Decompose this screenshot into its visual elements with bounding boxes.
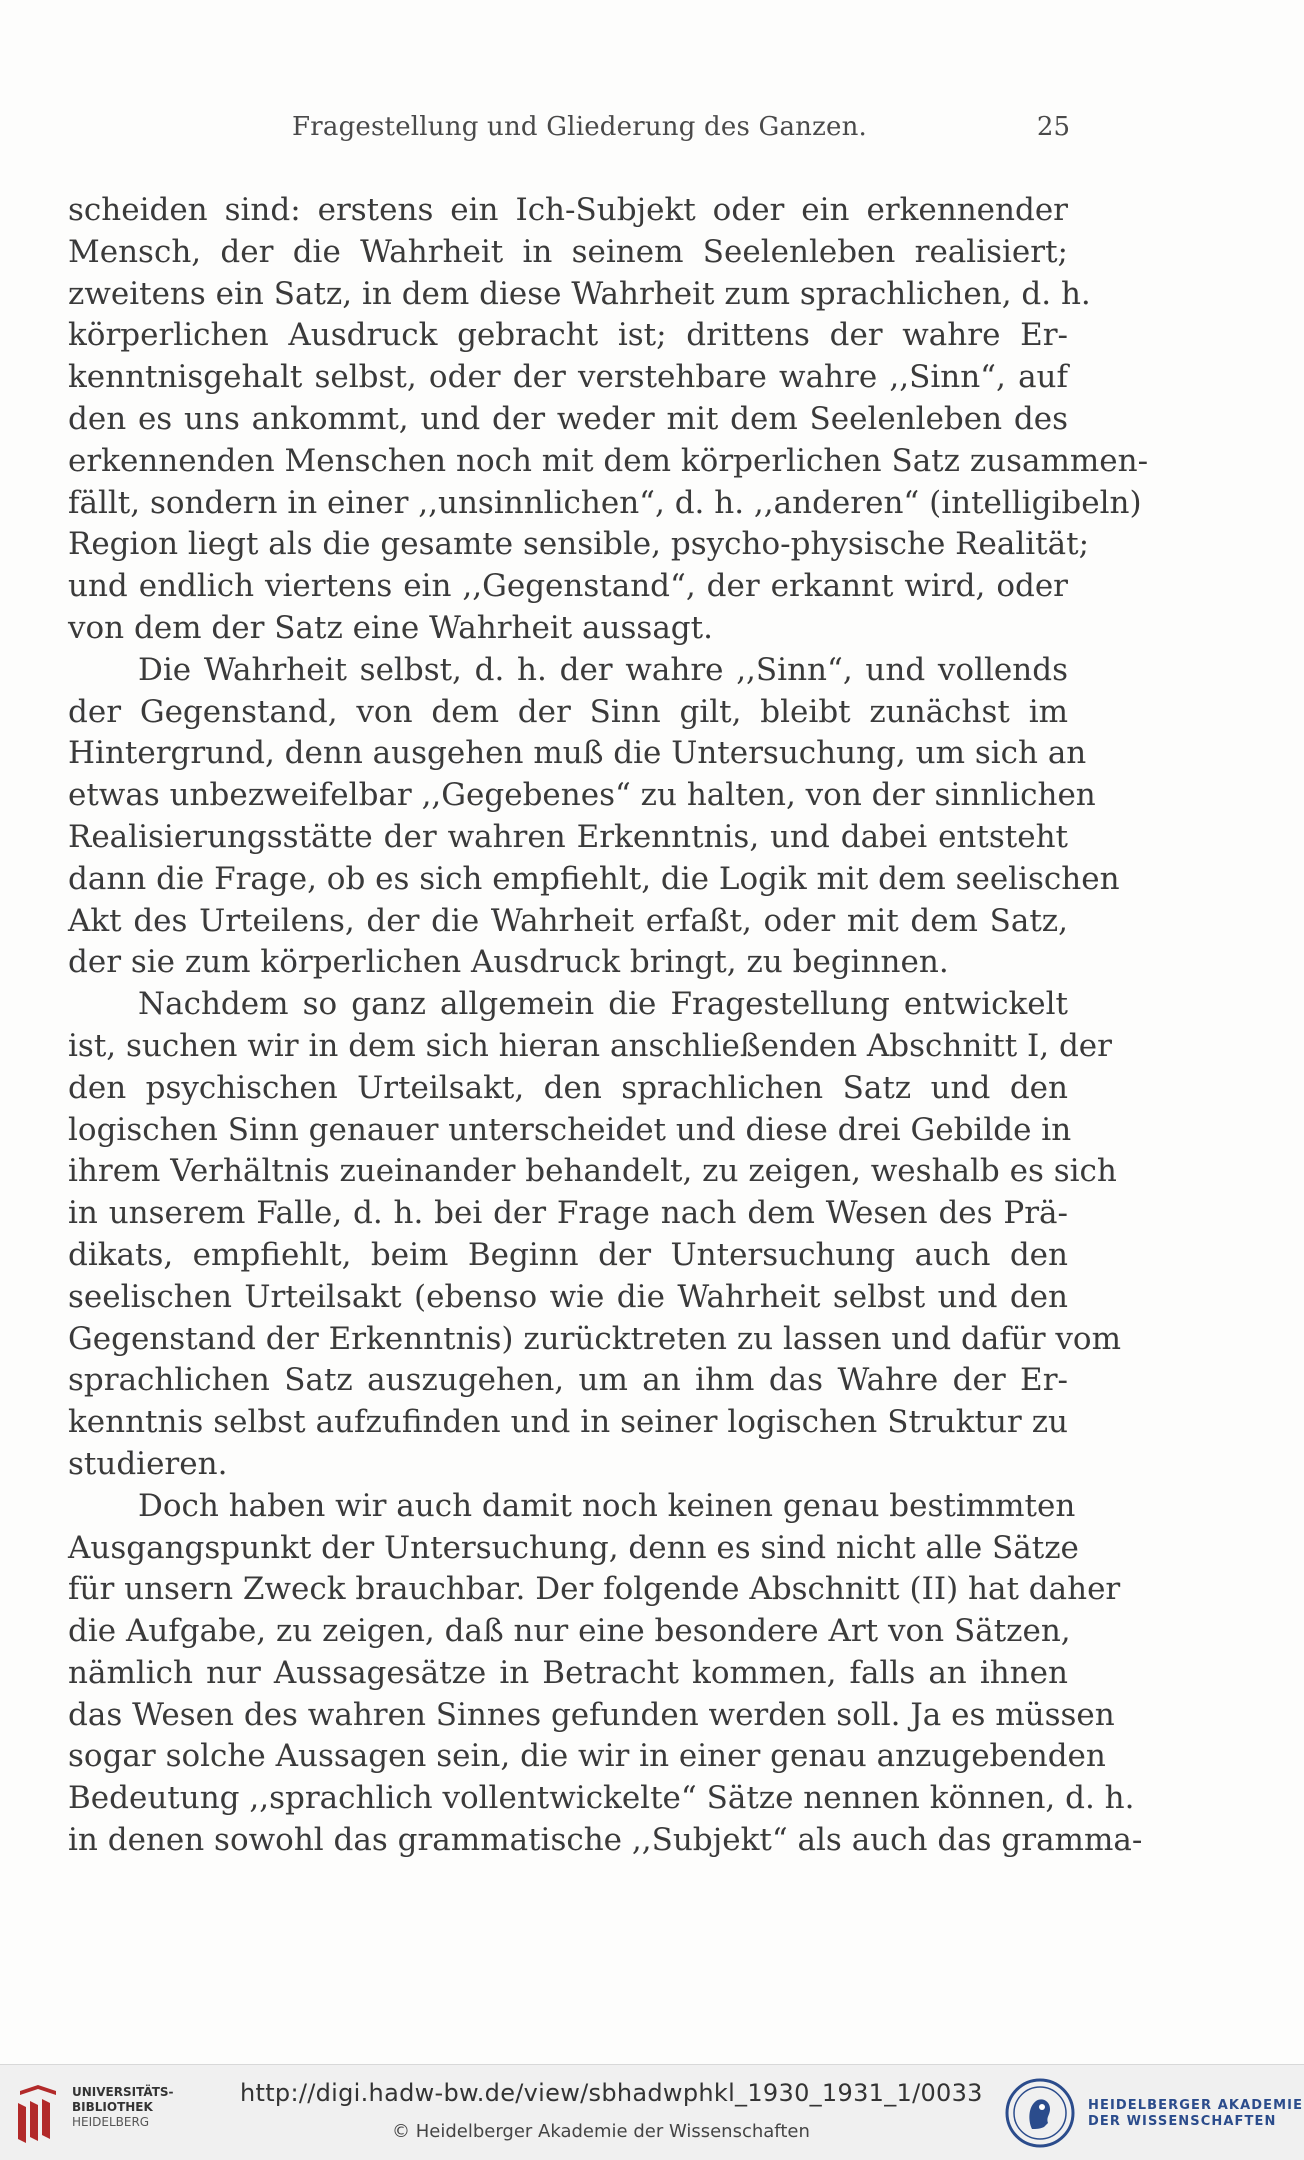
library-name-line: UNIVERSITÄTS- xyxy=(72,2085,174,2099)
academy-seal-icon xyxy=(1004,2077,1076,2149)
text-line: Region liegt als die gesamte sensible, psycho-physische Realität; xyxy=(68,526,1090,563)
text-line: in unserem Falle, d. h. bei der Frage nach dem Wesen des Prä- xyxy=(68,1195,1068,1232)
text-line: Bedeutung ,,sprachlich vollentwickelte“ Sätze nennen können, d. h. xyxy=(68,1780,1135,1817)
text-line: für unsern Zweck brauchbar. Der folgende Abschnitt (II) hat daher xyxy=(68,1571,1121,1608)
body-text xyxy=(68,190,1149,1862)
text-line: Die Wahrheit selbst, d. h. der wahre ,,Sinn“, und vollends xyxy=(138,651,1068,688)
text-line: Realisierungsstätte der wahren Erkenntnis, und dabei entsteht xyxy=(68,818,1068,855)
permalink-url[interactable]: http://digi.hadw-bw.de/view/sbhadwphkl_1930_1931_1/0033 xyxy=(240,2079,983,2107)
text-line: kenntnis selbst aufzufinden und in seiner logischen Struktur zu xyxy=(68,1404,1068,1441)
page-number: 25 xyxy=(1036,112,1070,142)
text-line: seelischen Urteilsakt (ebenso wie die Wahrheit selbst und den xyxy=(68,1278,1068,1315)
text-line: den psychischen Urteilsakt, den sprachlichen Satz und den xyxy=(68,1069,1068,1106)
text-line: kenntnisgehalt selbst, oder der verstehbare wahre ,,Sinn“, auf xyxy=(68,359,1068,396)
academy-name-line: DER WISSENSCHAFTEN xyxy=(1088,2114,1277,2129)
text-line: scheiden sind: erstens ein Ich-Subjekt oder ein erkennender xyxy=(68,192,1068,228)
library-name-line: BIBLIOTHEK xyxy=(72,2100,153,2114)
academy-name-line: HEIDELBERGER AKADEMIE xyxy=(1088,2098,1304,2113)
running-title: Fragestellung und Gliederung des Ganzen. xyxy=(292,112,867,142)
text-line: in denen sowohl das grammatische ,,Subjekt“ als auch das gramma- xyxy=(68,1822,1143,1859)
text-line: dikats, empfiehlt, beim Beginn der Untersuchung auch den xyxy=(68,1236,1068,1273)
text-line: das Wesen des wahren Sinnes gefunden werden soll. Ja es müssen xyxy=(68,1696,1115,1733)
text-line: von dem der Satz eine Wahrheit aussagt. xyxy=(68,609,713,646)
text-line: Ausgangspunkt der Untersuchung, denn es sind nicht alle Sätze xyxy=(68,1529,1079,1566)
text-line: ihrem Verhältnis zueinander behandelt, zu zeigen, weshalb es sich xyxy=(68,1153,1117,1190)
text-line: dann die Frage, ob es sich empfiehlt, die Logik mit dem seelischen xyxy=(68,860,1120,897)
text-line: Gegenstand der Erkenntnis) zurücktreten zu lassen und dafür vom xyxy=(68,1320,1121,1357)
academy-name xyxy=(1088,2098,1303,2130)
text-line: Mensch, der die Wahrheit in seinem Seelenleben realisiert; xyxy=(68,233,1068,270)
text-line: sprachlichen Satz auszugehen, um an ihm das Wahre der Er- xyxy=(68,1362,1068,1399)
text-line: studieren. xyxy=(68,1445,228,1482)
copyright-notice: © Heidelberger Akademie der Wissenschaften xyxy=(392,2121,810,2142)
text-line: ist, suchen wir in dem sich hieran anschließenden Abschnitt I, der xyxy=(68,1027,1112,1064)
text-line: der sie zum körperlichen Ausdruck bringt, zu beginnen. xyxy=(68,944,949,981)
university-library-logo-icon xyxy=(12,2081,62,2147)
text-line: etwas unbezweifelbar ,,Gegebenes“ zu halten, von der sinnlichen xyxy=(68,777,1096,814)
running-head xyxy=(68,112,1068,148)
text-line: nämlich nur Aussagesätze in Betracht kommen, falls an ihnen xyxy=(68,1654,1068,1691)
text-line: fällt, sondern in einer ,,unsinnlichen“, d. h. ,,anderen“ (intelligibeln) xyxy=(68,484,1142,521)
text-line: logischen Sinn genauer unterscheidet und diese drei Gebilde in xyxy=(68,1111,1072,1148)
text-line: zweitens ein Satz, in dem diese Wahrheit zum sprachlichen, d. h. xyxy=(68,275,1091,312)
library-name xyxy=(72,2085,174,2130)
text-line: den es uns ankommt, und der weder mit dem Seelenleben des xyxy=(68,400,1068,437)
text-line: die Aufgabe, zu zeigen, daß nur eine besondere Art von Sätzen, xyxy=(68,1613,1071,1650)
text-line: und endlich viertens ein ,,Gegenstand“, der erkannt wird, oder xyxy=(68,568,1068,605)
library-city: HEIDELBERG xyxy=(72,2115,150,2129)
text-line: körperlichen Ausdruck gebracht ist; drittens der wahre Er- xyxy=(68,317,1068,354)
text-line: sogar solche Aussagen sein, die wir in einer genau anzugebenden xyxy=(68,1738,1106,1775)
text-line: Hintergrund, denn ausgehen muß die Untersuchung, um sich an xyxy=(68,735,1087,772)
footer-bar xyxy=(0,2064,1304,2160)
text-line: Nachdem so ganz allgemein die Fragestellung entwickelt xyxy=(138,986,1068,1023)
text-line: Doch haben wir auch damit noch keinen genau bestimmten xyxy=(138,1487,1076,1524)
text-line: erkennenden Menschen noch mit dem körperlichen Satz zusammen- xyxy=(68,442,1149,479)
text-line: Akt des Urteilens, der die Wahrheit erfaßt, oder mit dem Satz, xyxy=(68,902,1068,939)
text-line: der Gegenstand, von dem der Sinn gilt, bleibt zunächst im xyxy=(68,693,1068,730)
